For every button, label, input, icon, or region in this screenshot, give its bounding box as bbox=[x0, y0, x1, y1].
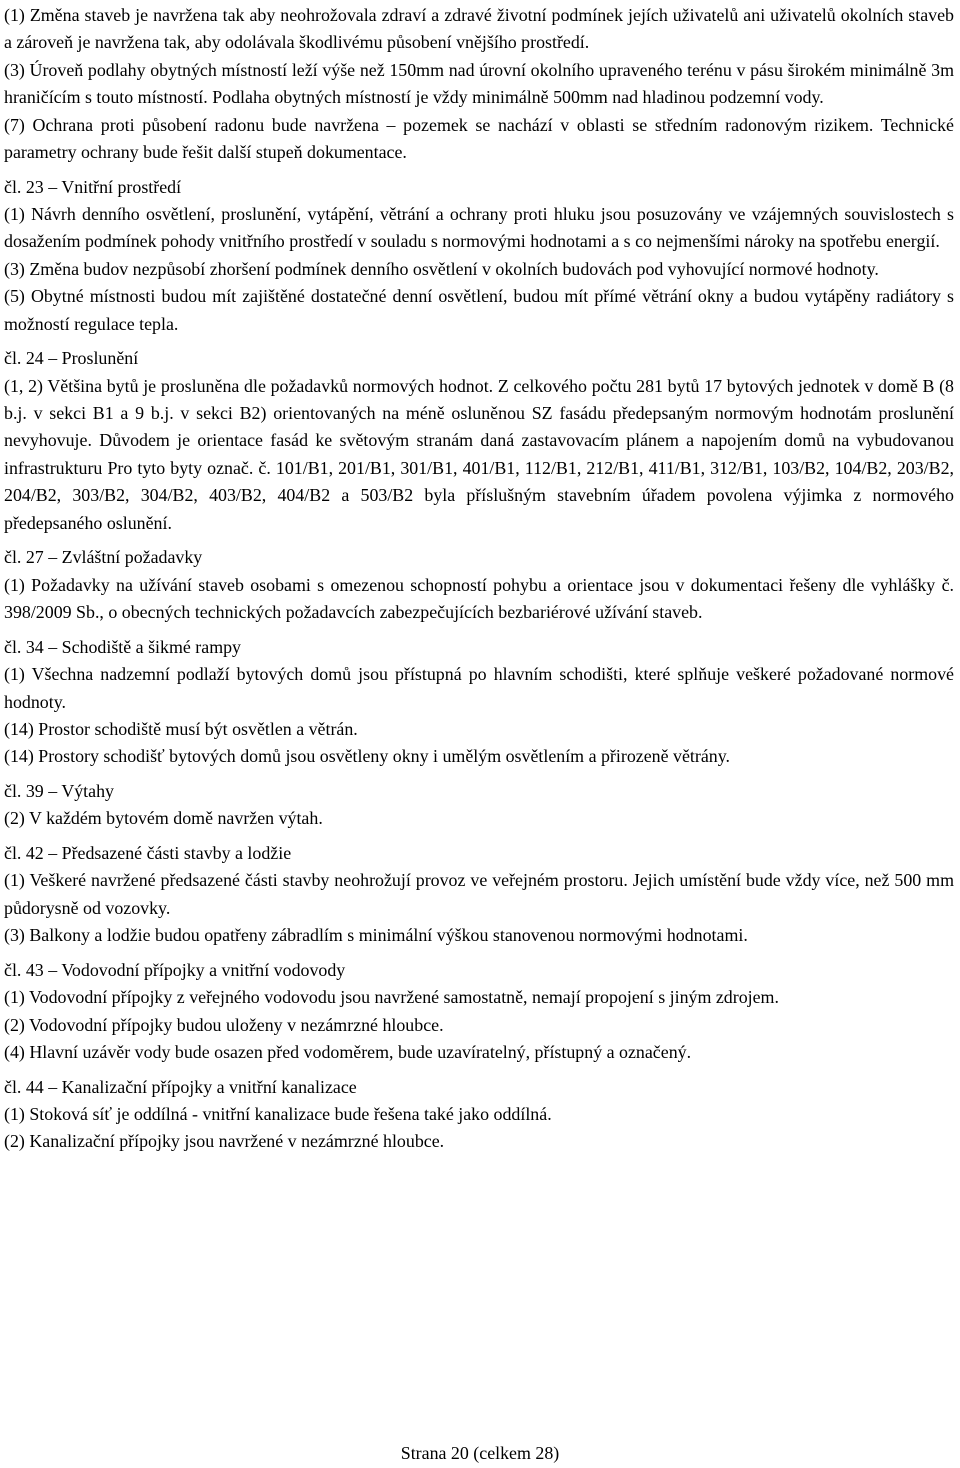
paragraph: (2) Kanalizační přípojky jsou navržené v nezámrzné hloubce. bbox=[4, 1131, 445, 1152]
paragraph: (1) Požadavky na užívání staveb osobami s omezenou schopností pohybu a orientace jsou v dokumentaci řešeny dle vyhlášky č. 398/2009 Sb., o obecných technických požadavcích zabezpečujících bezbariérové užívání staveb. bbox=[4, 574, 954, 623]
paragraph: (3) Změna budov nezpůsobí zhoršení podmínek denního osvětlení v okolních budovách pod vyhovující normové hodnoty. bbox=[4, 258, 879, 279]
section-heading: čl. 39 – Výtahy bbox=[4, 780, 114, 801]
document-body bbox=[4, 2, 954, 1156]
paragraph: (2) V každém bytovém domě navržen výtah. bbox=[4, 808, 323, 829]
paragraph: (5) Obytné místnosti budou mít zajištěné dostatečné denní osvětlení, budou mít přímé větrání okny a budou vytápěny radiátory s možností regulace tepla. bbox=[4, 286, 954, 334]
section-heading: čl. 27 – Zvláštní požadavky bbox=[4, 547, 203, 568]
paragraph: (1) Návrh denního osvětlení, proslunění, vytápění, větrání a ochrany proti hluku jsou posuzovány ve vzájemných souvislostech s dosažením podmínek pohody vnitřního prostředí v souladu s normovými hodnotami a s co nejmenšími nároky na spotřebu energií. bbox=[4, 204, 954, 252]
paragraph: (3) Úroveň podlahy obytných místností leží výše než 150mm nad úrovní okolního upraveného terénu v pásu širokém minimálně 3m hraničícím s touto místností. Podlaha obytných místností je vždy minimálně 500mm nad hladinou podzemní vody. bbox=[4, 59, 954, 108]
paragraph: (14) Prostor schodiště musí být osvětlen a větrán. bbox=[4, 718, 358, 739]
section-heading: čl. 42 – Předsazené části stavby a lodžie bbox=[4, 842, 292, 863]
page-number-footer: Strana 20 (celkem 28) bbox=[400, 1443, 560, 1463]
paragraph: (1) Změna staveb je navržena tak aby neohrožovala zdraví a zdravé životní podmínek jejích uživatelů ani uživatelů okolních staveb a zároveň je navržena tak, aby odolávala škodlivému působení vnějšího prostředí. bbox=[4, 5, 954, 53]
paragraph: (7) Ochrana proti působení radonu bude navržena – pozemek se nachází v oblasti se středním radonovým rizikem. Technické parametry ochrany bude řešit další stupeň dokumentace. bbox=[4, 114, 954, 163]
paragraph: (4) Hlavní uzávěr vody bude osazen před vodoměrem, bude uzavíratelný, přístupný a označený. bbox=[4, 1041, 692, 1062]
paragraph: (1, 2) Většina bytů je prosluněna dle požadavků normových hodnot. Z celkového počtu 281 bytů 17 bytových jednotek v domě B (8 b.j. v sekci B1 a 9 b.j. v sekci B2) orientovaných na méně osluněnou SZ fasádu předepsaným normovým hodnotám proslunění nevyhovuje. Důvodem je orientace fasád ke světovým stranám daná zastavovacím plánem a napojením domů na vybudovanou infrastrukturu Pro tyto byty označ. č. 101/B1, 201/B1, 301/B1, 401/B1, 112/B1, 212/B1, 411/B1, 312/B1, 103/B2, 104/B2, 203/B2, 204/B2, 303/B2, 304/B2, 403/B2, 404/B2 a 503/B2 byla příslušným stavebním úřadem povolena výjimka z normového předepsaného oslunění. bbox=[4, 375, 954, 533]
section-heading: čl. 44 – Kanalizační přípojky a vnitřní kanalizace bbox=[4, 1076, 357, 1097]
paragraph: (14) Prostory schodišť bytových domů jsou osvětleny okny i umělým osvětlením a přirozeně větrány. bbox=[4, 746, 730, 767]
paragraph: (1) Vodovodní přípojky z veřejného vodovodu jsou navržené samostatně, nemají propojení s jiným zdrojem. bbox=[4, 987, 779, 1008]
paragraph: (1) Veškeré navržené předsazené části stavby neohrožují provoz ve veřejném prostoru. Jejich umístění bude vždy více, než 500 mm půdorysně od vozovky. bbox=[4, 870, 954, 918]
section-heading: čl. 43 – Vodovodní přípojky a vnitřní vodovody bbox=[4, 959, 346, 980]
paragraph: (3) Balkony a lodžie budou opatřeny zábradlím s minimální výškou stanovenou normovými hodnotami. bbox=[4, 925, 748, 946]
paragraph: (1) Všechna nadzemní podlaží bytových domů jsou přístupná po hlavním schodišti, které splňuje veškeré požadované normové hodnoty. bbox=[4, 664, 954, 712]
section-heading: čl. 24 – Proslunění bbox=[4, 348, 139, 369]
paragraph: (1) Stoková síť je oddílná - vnitřní kanalizace bude řešena také jako oddílná. bbox=[4, 1103, 552, 1124]
paragraph: (2) Vodovodní přípojky budou uloženy v nezámrzné hloubce. bbox=[4, 1014, 444, 1035]
section-heading: čl. 34 – Schodiště a šikmé rampy bbox=[4, 636, 242, 657]
section-heading: čl. 23 – Vnitřní prostředí bbox=[4, 176, 182, 197]
